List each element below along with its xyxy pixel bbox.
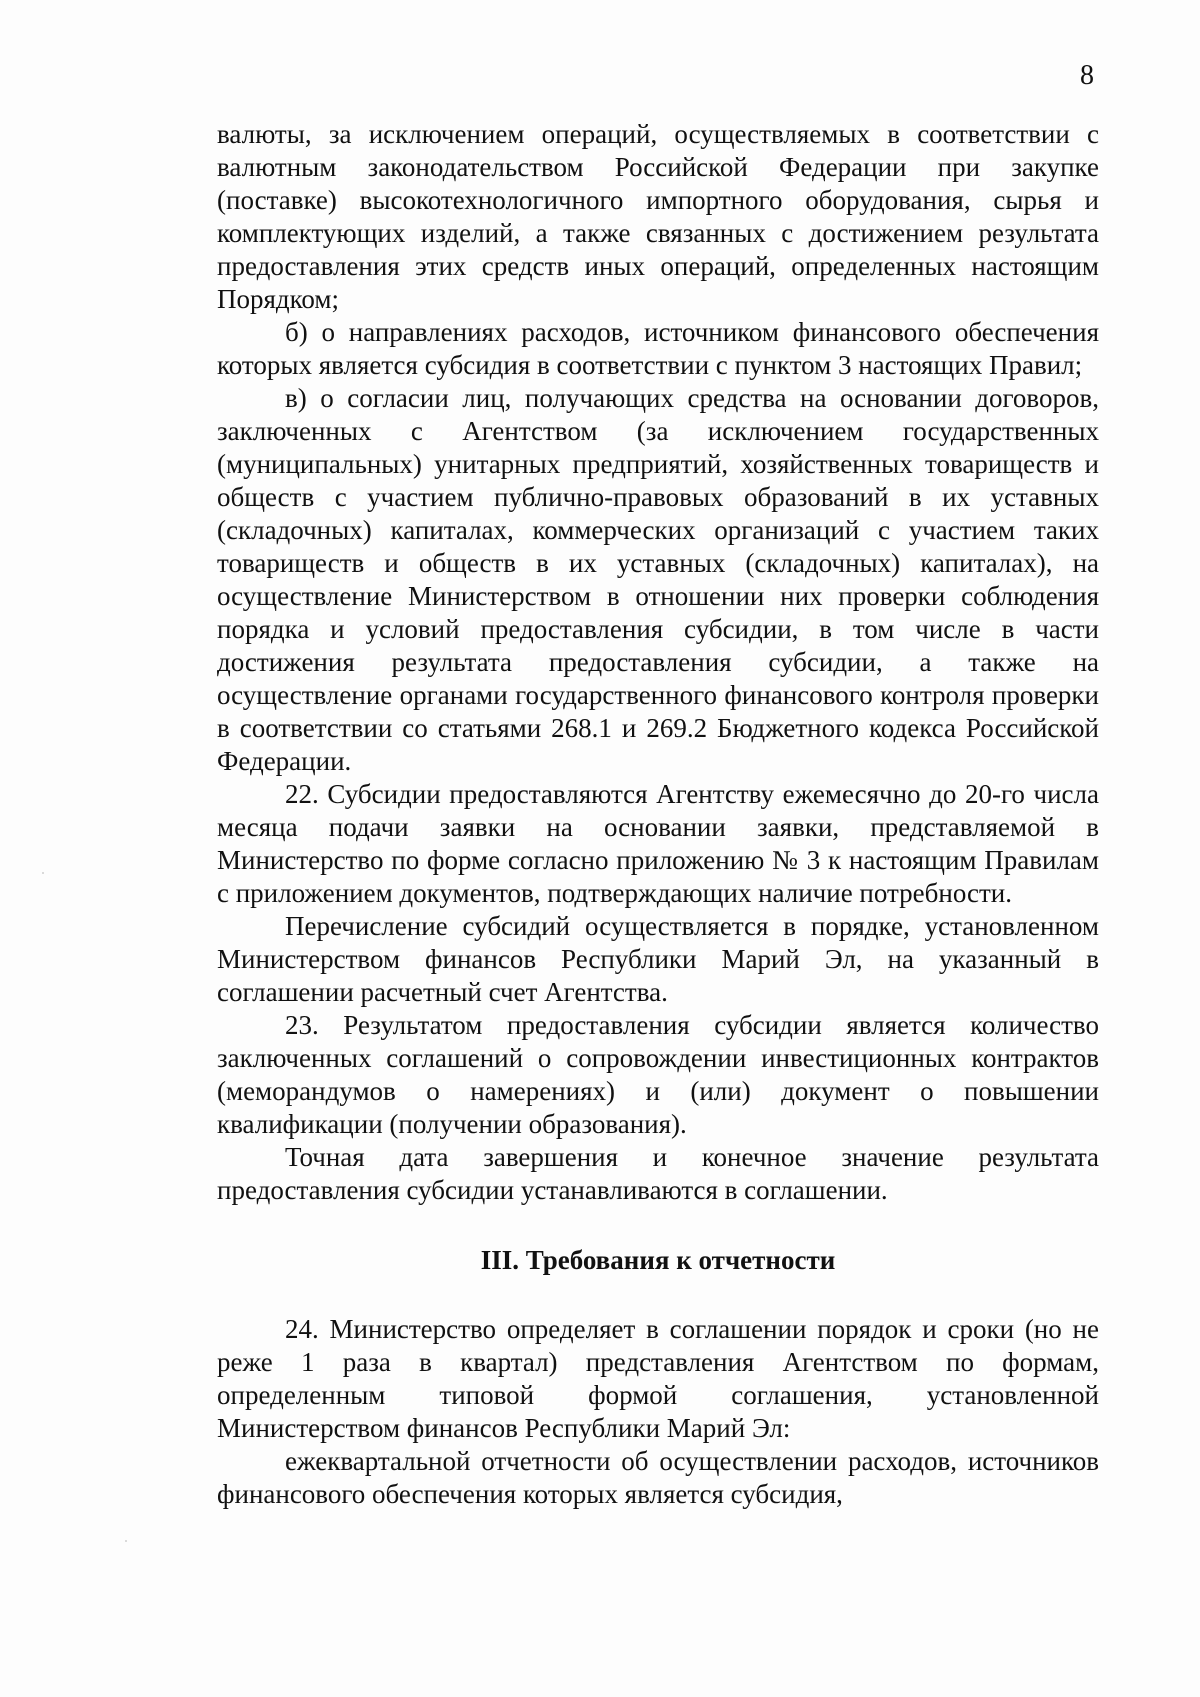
- document-body: [217, 118, 1099, 1511]
- paragraph-24-reporting-terms: 24. Министерство определяет в соглашении порядок и сроки (но не реже 1 раза в квартал) представления Агентством по формам, определенным типовой формой соглашения, установленной Министерством финансов Республики Марий Эл:: [217, 1314, 1099, 1443]
- paragraph-currency-operations: валюты, за исключением операций, осуществляемых в соответствии с валютным законодательством Российской Федерации при закупке (поставке) высокотехнологичного импортного оборудования, сырья и комплектующих изделий, а также связанных с достижением результата предоставления этих средств иных операций, определенных настоящим Порядком;: [217, 119, 1099, 314]
- paragraph-result-date: Точная дата завершения и конечное значение результата предоставления субсидии устанавливаются в соглашении.: [217, 1142, 1099, 1205]
- scan-artifact: [125, 1540, 127, 1542]
- scan-artifact: [42, 872, 44, 874]
- paragraph-subsidy-transfer: Перечисление субсидий осуществляется в порядке, установленном Министерством финансов Республики Марий Эл, на указанный в соглашении расчетный счет Агентства.: [217, 911, 1099, 1007]
- paragraph-item-b-expense-directions: б) о направлениях расходов, источником финансового обеспечения которых является субсидия в соответствии с пунктом 3 настоящих Правил;: [217, 317, 1099, 380]
- paragraph-item-v-consent-to-audit: в) о согласии лиц, получающих средства на основании договоров, заключенных с Агентством (за исключением государственных (муниципальных) унитарных предприятий, хозяйственных товариществ и обществ с участием публично-правовых образований в их уставных (складочных) капиталах, коммерческих организаций с участием таких товариществ и обществ в их уставных (складочных) капиталах), на осуществление Министерством в отношении них проверки соблюдения порядка и условий предоставления субсидии, в том числе в части достижения результата предоставления субсидии, а также на осуществление органами государственного финансового контроля проверки в соответствии со статьями 268.1 и 269.2 Бюджетного кодекса Российской Федерации.: [217, 383, 1099, 776]
- paragraph-quarterly-reporting: ежеквартальной отчетности об осуществлении расходов, источников финансового обеспечения которых является субсидия,: [217, 1446, 1099, 1509]
- paragraph-22-subsidy-schedule: 22. Субсидии предоставляются Агентству ежемесячно до 20-го числа месяца подачи заявки на основании заявки, представляемой в Министерство по форме согласно приложению № 3 к настоящим Правилам с приложением документов, подтверждающих наличие потребности.: [217, 779, 1099, 908]
- page-number: 8: [1080, 60, 1094, 91]
- section-heading-reporting: III. Требования к отчетности: [480, 1245, 836, 1275]
- paragraph-23-subsidy-result: 23. Результатом предоставления субсидии является количество заключенных соглашений о сопровождении инвестиционных контрактов (меморандумов о намерениях) и (или) документ о повышении квалификации (получении образования).: [217, 1010, 1099, 1139]
